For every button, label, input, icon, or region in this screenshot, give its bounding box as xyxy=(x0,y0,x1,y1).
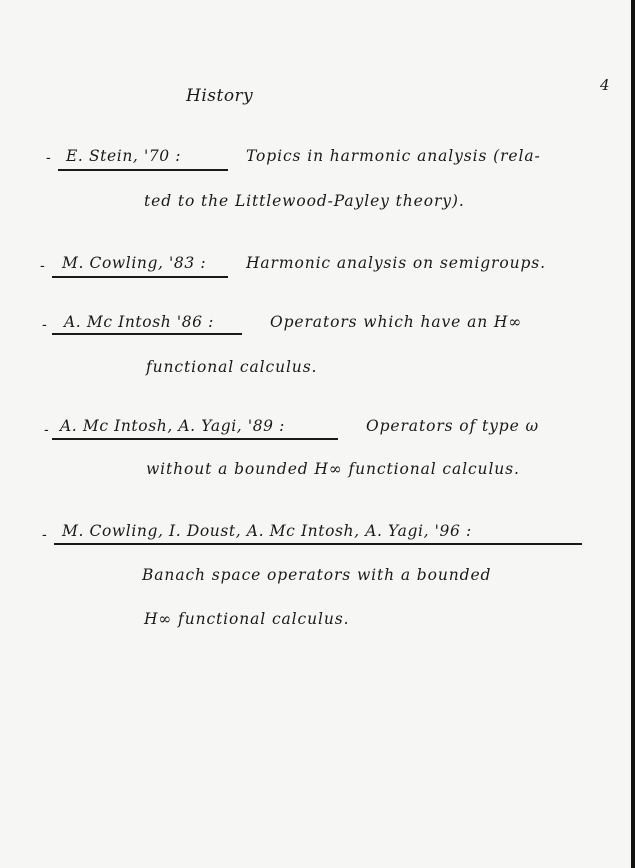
reference-underline xyxy=(52,333,242,335)
entry-description-line: Topics in harmonic analysis (rela- xyxy=(246,147,541,165)
page-number: 4 xyxy=(600,76,610,94)
entry-description-line: without a bounded H∞ functional calculus. xyxy=(146,460,520,478)
bullet-dash: - xyxy=(42,317,47,333)
reference-underline xyxy=(54,543,582,545)
entry-description-line: Operators of type ω xyxy=(366,417,540,435)
entry-reference: A. Mc Intosh '86 : xyxy=(64,313,214,331)
entry-description-line: H∞ functional calculus. xyxy=(144,610,350,628)
entry-description-line: Banach space operators with a bounded xyxy=(142,566,492,584)
reference-underline xyxy=(52,438,338,440)
entry-description-line: Harmonic analysis on semigroups. xyxy=(246,254,546,272)
page-edge-shadow xyxy=(631,0,635,868)
reference-underline xyxy=(52,276,228,278)
entry-reference: M. Cowling, I. Doust, A. Mc Intosh, A. Yagi, '96 : xyxy=(62,522,472,540)
page-title: History xyxy=(186,86,254,106)
entry-reference: E. Stein, '70 : xyxy=(66,147,182,165)
reference-underline xyxy=(58,169,228,171)
entry-description-line: ted to the Littlewood-Payley theory). xyxy=(144,192,465,210)
entry-description-line: Operators which have an H∞ xyxy=(270,313,523,331)
bullet-dash: - xyxy=(40,258,45,274)
entry-description-line: functional calculus. xyxy=(146,358,318,376)
entry-reference: M. Cowling, '83 : xyxy=(62,254,207,272)
bullet-dash: - xyxy=(44,422,49,438)
entry-reference: A. Mc Intosh, A. Yagi, '89 : xyxy=(60,417,285,435)
bullet-dash: - xyxy=(46,150,51,166)
bullet-dash: - xyxy=(42,527,47,543)
